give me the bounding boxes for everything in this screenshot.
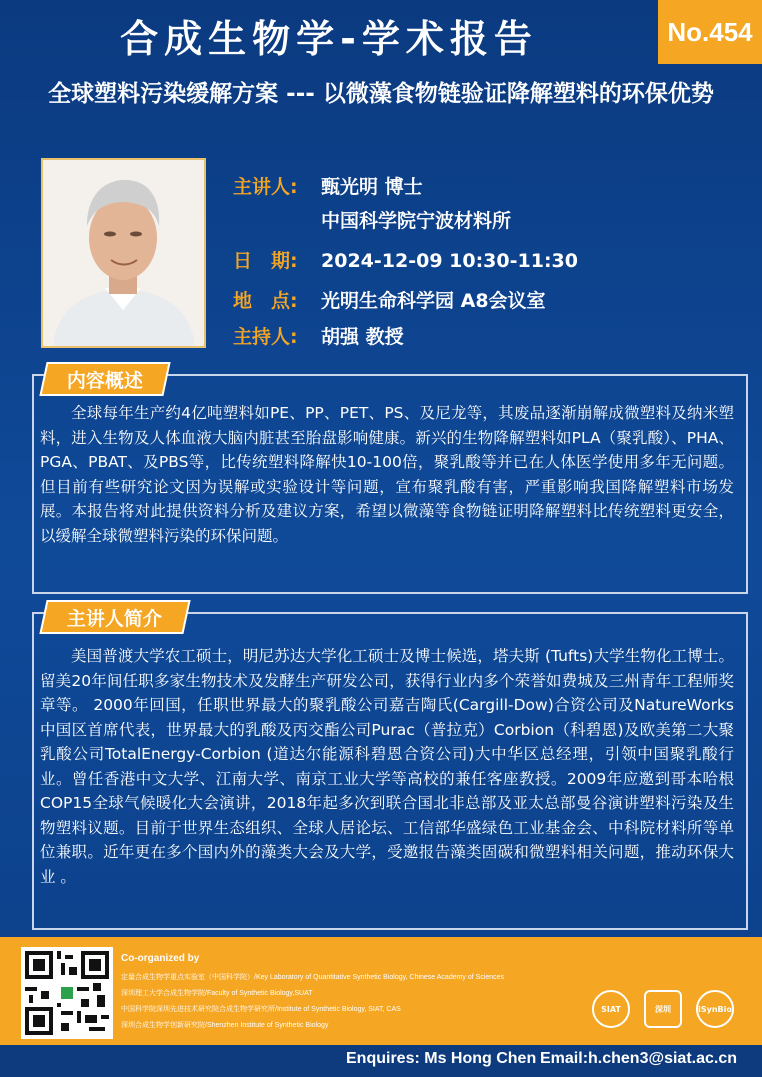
- speaker-name: 甄光明 博士: [321, 176, 423, 198]
- siat-logo: SIAT: [592, 990, 630, 1028]
- qr-code-icon: [21, 947, 113, 1039]
- host-row: [233, 322, 404, 349]
- host-label: 主持人:: [233, 326, 298, 348]
- date-label: 日 期:: [233, 250, 298, 272]
- email-contact[interactable]: Email:h.chen3@siat.ac.cn: [540, 1050, 738, 1067]
- date-value: 2024-12-09 10:30-11:30: [321, 250, 578, 272]
- speaker-affiliation: 中国科学院宁波材料所: [321, 210, 512, 232]
- bio-text: 美国普渡大学农工硕士，明尼苏达大学化工硕士及博士候选，塔夫斯 (Tufts)大学生物化工博士。留美20年间任职多家生物技术及发酵生产研发公司，获得行业内多个荣誉如费城及三州青年工程师奖章等。 2000年回国，任职世界最大的聚乳酸公司嘉吉陶氏(Cargill-Dow)合资公司及NatureWorks中国区首席代表，世界最大的乳酸及丙交酯公司Purac（普拉克）Corbion（科碧恩)及欧美第二大聚乳酸公司TotalEnergy-Corbion (道达尔能源科碧恩合资公司)大中华区总经理，引领中国聚乳酸行业。曾任香港中文大学、江南大学、南京工业大学等高校的兼任客座教授。2009年应邀到哥本哈根COP15全球气候暖化大会演讲，2018年起多次到联合国北非总部及亚太总部曼谷演讲塑料污染及生物塑料议题。目前于世界生态组织、全球人居论坛、工信部华盛绿色工业基金会、中科院材料所等单位兼职。近年更在多个国内外的藻类大会及大学，受邀报告藻类固碳和微塑料相关问题，推动环保大业 。: [40, 647, 734, 886]
- organizer-3: 中国科学院深圳先进技术研究院合成生物学研究所/Institute of Synthetic Biology, SIAT, CAS: [121, 1006, 401, 1013]
- date-row: [233, 246, 578, 273]
- location-value: 光明生命科学园 A8会议室: [321, 290, 546, 312]
- suat-logo: 深圳: [644, 990, 682, 1028]
- organizer-4: 深圳合成生物学创新研究院/Shenzhen Institute of Synthetic Biology: [121, 1022, 329, 1029]
- talk-title: 全球塑料污染缓解方案 --- 以微藻食物链验证降解塑料的环保优势: [48, 81, 714, 107]
- bio-heading: 主讲人简介: [39, 600, 190, 634]
- issue-number: No.454: [658, 0, 762, 64]
- abstract-text: 全球每年生产约4亿吨塑料如PE、PP、PET、PS、及尼龙等，其废品逐渐崩解成微塑料及纳米塑料，进入生物及人体血液大脑内脏甚至胎盘影响健康。新兴的生物降解塑料如PLA（聚乳酸）、PHA、PGA、PBAT、及PBS等，比传统塑料降解快10-100倍，聚乳酸等并已在人体医学使用多年无问题。但目前有些研究论文因为误解或实验设计等问题，宣布聚乳酸有害，严重影响我国降解塑料市场发展。本报告将对此提供资料分析及建议方案，希望以微藻等食物链证明降解塑料比传统塑料更安全，以缓解全球微塑料污染的环保问题。: [40, 404, 734, 545]
- series-title: 合成生物学-学术报告: [120, 16, 538, 61]
- speaker-row: [233, 172, 423, 199]
- qr-code[interactable]: [21, 947, 113, 1039]
- host-value: 胡强 教授: [321, 326, 404, 348]
- organizer-2: 深圳理工大学合成生物学院/Faculty of Synthetic Biology,SUAT: [121, 990, 313, 997]
- organizer-1: 定量合成生物学重点实验室（中国科学院）/Key Laboratory of Quantitative Synthetic Biology, Chinese Academy of Sciences: [121, 974, 505, 981]
- speaker-label: 主讲人:: [233, 176, 298, 198]
- abstract-heading: 内容概述: [39, 362, 170, 396]
- speaker-photo: [41, 158, 206, 348]
- isynbio-logo: iSynBio: [696, 990, 734, 1028]
- co-organized-title: Co-organized by: [121, 953, 200, 964]
- speaker-portrait-icon: [43, 160, 204, 346]
- enquires-contact: Enquires: Ms Hong Chen: [346, 1050, 537, 1067]
- location-row: [233, 286, 546, 313]
- location-label: 地 点:: [233, 290, 298, 312]
